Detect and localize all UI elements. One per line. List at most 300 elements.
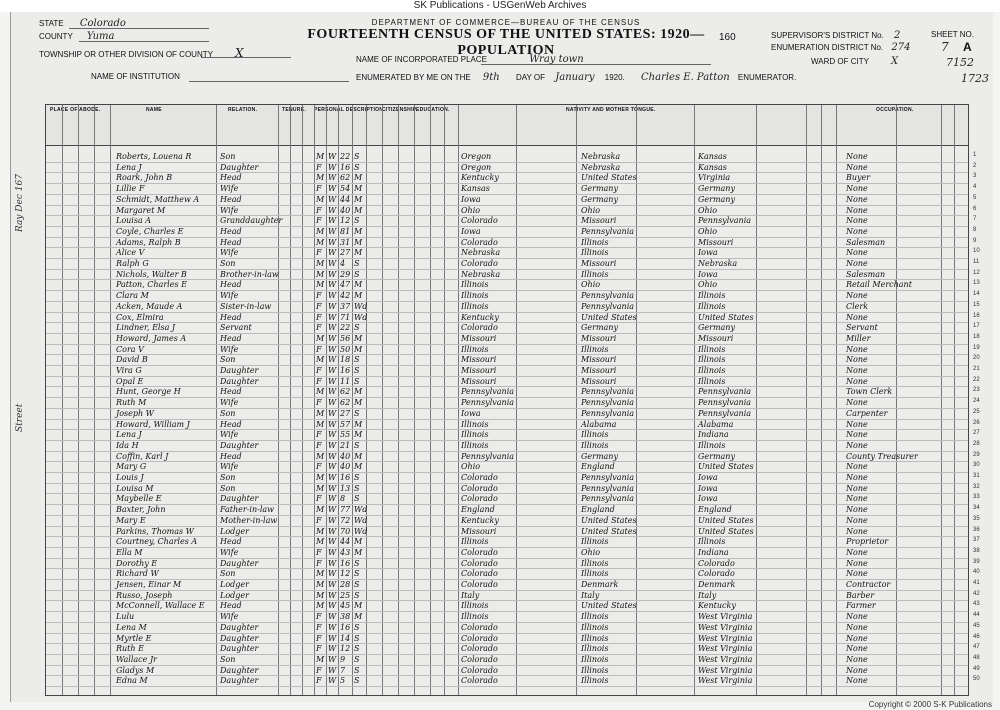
row-number: 20 [973, 355, 980, 362]
cell-age: 62 [340, 387, 351, 397]
cell-occ: None [846, 152, 868, 161]
county-label: COUNTY [39, 32, 73, 41]
table-header [46, 105, 968, 146]
cell-fbirth: England [581, 462, 615, 472]
cell-occ: None [846, 291, 868, 301]
cell-occ: Town Clerk [846, 387, 893, 397]
cell-fbirth: United States [581, 526, 637, 536]
cell-name: Joseph W [116, 408, 154, 418]
cell-age: 14 [340, 633, 351, 643]
cell-age: 28 [340, 580, 351, 589]
cell-occ: Salesman [846, 237, 886, 247]
cell-race: W [328, 515, 337, 525]
cell-fbirth: Illinois [581, 430, 609, 440]
cell-mbirth: Nebraska [698, 259, 738, 268]
cell-sex: F [316, 462, 322, 472]
cell-occ: None [846, 547, 868, 557]
cell-occ: None [846, 622, 868, 632]
page-title: FOURTEENTH CENSUS OF THE UNITED STATES: 1920—POPULATION [307, 27, 705, 58]
cell-rel: Head [220, 173, 242, 183]
cell-occ: None [846, 515, 868, 525]
cell-sex: M [316, 537, 325, 547]
cell-mbirth: Indiana [698, 430, 729, 440]
census-title-block [266, 18, 746, 59]
cell-fbirth: Illinois [581, 644, 609, 654]
cell-ms: S [354, 644, 360, 654]
cell-race: W [328, 526, 337, 536]
row-number: 30 [973, 462, 980, 469]
cell-race: W [328, 205, 337, 215]
cell-sex: M [316, 505, 325, 515]
row-number: 5 [973, 194, 977, 201]
cell-fbirth: United States [581, 173, 637, 183]
cell-occ: None [846, 558, 868, 568]
row-number: 10 [973, 248, 980, 255]
cell-mbirth: United States [698, 312, 754, 322]
cell-race: W [328, 580, 337, 589]
table-row [46, 504, 968, 515]
cell-fbirth: Illinois [581, 676, 609, 686]
cell-birth: Ohio [461, 205, 481, 215]
cell-rel: Son [220, 473, 236, 482]
cell-occ: County Treasurer [846, 451, 918, 461]
row-number: 15 [973, 301, 980, 308]
cell-ms: S [354, 676, 360, 686]
cell-name: Patton, Charles E [116, 280, 187, 290]
cell-name: Mary G [116, 462, 147, 472]
cell-sex: M [316, 194, 325, 204]
cell-name: Coffin, Karl J [116, 451, 169, 461]
row-number: 12 [973, 269, 980, 276]
row-number: 35 [973, 515, 980, 522]
cell-fbirth: Ohio [581, 280, 601, 290]
cell-sex: F [316, 216, 322, 226]
sheet-letter: A [963, 40, 972, 54]
cell-birth: Colorado [461, 216, 498, 226]
row-number: 32 [973, 483, 980, 490]
cell-mbirth: Pennsylvania [698, 408, 752, 418]
cell-race: W [328, 505, 337, 515]
cell-birth: Colorado [461, 580, 498, 589]
cell-name: Dorothy E [116, 558, 158, 568]
cell-fbirth: Pennsylvania [581, 494, 635, 504]
cell-age: 4 [340, 259, 346, 268]
cell-mbirth: Ohio [698, 280, 718, 290]
cell-birth: Illinois [461, 419, 489, 429]
cell-ms: S [354, 162, 360, 172]
cell-rel: Son [220, 569, 236, 579]
cell-rel: Head [220, 451, 242, 461]
cell-occ: None [846, 194, 868, 204]
cell-rel: Mother-in-law [220, 515, 278, 525]
cell-age: 22 [340, 152, 351, 161]
cell-ms: M [354, 205, 363, 215]
cell-name: Coyle, Charles E [116, 226, 184, 236]
cell-fbirth: Denmark [581, 580, 619, 589]
cell-mbirth: Alabama [698, 419, 734, 429]
cell-fbirth: Illinois [581, 269, 609, 279]
table-row [46, 205, 968, 216]
cell-mbirth: Kansas [698, 162, 727, 172]
cell-rel: Son [220, 408, 236, 418]
cell-race: W [328, 333, 337, 343]
cell-mbirth: Italy [698, 590, 717, 600]
cell-race: W [328, 558, 337, 568]
cell-sex: F [316, 291, 322, 301]
table-row [46, 493, 968, 504]
row-number: 8 [973, 226, 977, 233]
cell-sex: M [316, 173, 325, 183]
form-number: 160 [719, 32, 736, 43]
cell-age: 22 [340, 323, 351, 333]
cell-fbirth: Illinois [581, 248, 609, 258]
cell-age: 62 [340, 173, 351, 183]
table-row [46, 461, 968, 472]
cell-race: W [328, 408, 337, 418]
cell-fbirth: Germany [581, 323, 618, 333]
cell-sex: M [316, 387, 325, 397]
row-number: 47 [973, 644, 980, 651]
cell-mbirth: Illinois [698, 301, 726, 311]
cell-birth: Iowa [461, 226, 481, 236]
cell-race: W [328, 387, 337, 397]
cell-race: W [328, 473, 337, 482]
cell-ms: S [354, 483, 360, 493]
table-row [46, 269, 968, 280]
table-row [46, 290, 968, 301]
cell-race: W [328, 269, 337, 279]
cell-mbirth: Germany [698, 184, 735, 194]
stamp-number: 7152 [946, 56, 974, 69]
cell-mbirth: Illinois [698, 355, 726, 365]
cell-race: W [328, 216, 337, 226]
cell-race: W [328, 622, 337, 632]
cell-birth: Iowa [461, 408, 481, 418]
supervisor-row [771, 30, 900, 41]
cell-rel: Daughter [220, 494, 259, 504]
cell-fbirth: Illinois [581, 344, 609, 354]
cell-age: 70 [340, 526, 351, 536]
cell-race: W [328, 601, 337, 611]
ward-label: WARD OF CITY [811, 57, 869, 66]
cell-birth: Pennsylvania [461, 398, 515, 408]
cell-race: W [328, 590, 337, 600]
cell-occ: None [846, 344, 868, 354]
cell-fbirth: Ohio [581, 547, 601, 557]
table-row [46, 397, 968, 408]
table-row [46, 665, 968, 676]
cell-name: Lena M [116, 622, 147, 632]
cell-sex: F [316, 376, 322, 386]
cell-age: 12 [340, 569, 351, 579]
cell-ms: Wd [354, 301, 368, 311]
cell-birth: Colorado [461, 237, 498, 247]
cell-age: 21 [340, 440, 351, 450]
table-row [46, 151, 968, 162]
row-number: 18 [973, 333, 980, 340]
cell-race: W [328, 644, 337, 654]
cell-mbirth: West Virginia [698, 612, 753, 622]
cell-occ: None [846, 473, 868, 482]
cell-sex: M [316, 580, 325, 589]
cell-birth: Colorado [461, 644, 498, 654]
cell-mbirth: Ohio [698, 226, 718, 236]
cell-name: Cora V [116, 344, 144, 354]
cell-birth: Illinois [461, 301, 489, 311]
cell-age: 16 [340, 622, 351, 632]
table-row [46, 515, 968, 526]
cell-rel: Sister-in-law [220, 301, 272, 311]
cell-ms: M [354, 398, 363, 408]
enum-district-label: ENUMERATION DISTRICT No. [771, 43, 884, 52]
cell-ms: M [354, 612, 363, 622]
cell-race: W [328, 537, 337, 547]
cell-occ: None [846, 665, 868, 675]
cell-race: W [328, 440, 337, 450]
enum-district-row [771, 42, 910, 53]
cell-birth: Missouri [461, 355, 497, 365]
cell-occ: Barber [846, 590, 875, 600]
cell-name: Louisa M [116, 483, 154, 493]
col-group-occupation: OCCUPATION. [876, 107, 914, 113]
cell-name: Wallace Jr [116, 654, 157, 664]
cell-rel: Lodger [220, 590, 249, 600]
cell-sex: M [316, 259, 325, 268]
cell-ms: S [354, 366, 360, 375]
cell-sex: M [316, 590, 325, 600]
cell-fbirth: England [581, 505, 615, 515]
cell-mbirth: West Virginia [698, 654, 753, 664]
cell-fbirth: Pennsylvania [581, 473, 635, 482]
cell-age: 47 [340, 280, 351, 290]
row-number: 13 [973, 280, 980, 287]
cell-occ: Farmer [846, 601, 876, 611]
cell-occ: Buyer [846, 173, 871, 183]
row-number: 1 [973, 152, 977, 158]
cell-rel: Head [220, 601, 242, 611]
cell-occ: None [846, 312, 868, 322]
cell-race: W [328, 152, 337, 161]
cell-occ: None [846, 483, 868, 493]
cell-rel: Son [220, 259, 236, 268]
township-label: TOWNSHIP OR OTHER DIVISION OF COUNTY [39, 50, 213, 59]
cell-name: Roark, John B [116, 173, 173, 183]
cell-occ: None [846, 526, 868, 536]
row-number: 41 [973, 580, 980, 586]
cell-ms: M [354, 430, 363, 440]
cell-sex: F [316, 558, 322, 568]
table-row [46, 408, 968, 419]
cell-race: W [328, 612, 337, 622]
row-number: 29 [973, 451, 980, 458]
table-row [46, 419, 968, 430]
enumerated-day: 9th [482, 72, 500, 83]
cell-race: W [328, 194, 337, 204]
cell-rel: Daughter [220, 676, 259, 686]
cell-fbirth: United States [581, 312, 637, 322]
col-group-citizenship: CITIZENSHIP. [382, 107, 418, 113]
cell-ms: S [354, 440, 360, 450]
row-number: 46 [973, 633, 980, 640]
cell-name: Louisa A [116, 216, 152, 226]
col-group-personal: PERSONAL DESCRIPTION. [314, 107, 385, 113]
cell-birth: Colorado [461, 494, 498, 504]
cell-ms: S [354, 408, 360, 418]
cell-age: 29 [340, 269, 351, 279]
cell-rel: Son [220, 654, 236, 664]
cell-age: 77 [340, 505, 351, 515]
department-label: DEPARTMENT OF COMMERCE—BUREAU OF THE CENSUS [371, 18, 641, 27]
cell-sex: M [316, 451, 325, 461]
cell-race: W [328, 323, 337, 333]
cell-mbirth: Colorado [698, 558, 735, 568]
cell-name: Hunt, George H [116, 387, 181, 397]
row-number: 48 [973, 654, 980, 661]
row-number: 3 [973, 173, 977, 180]
cell-rel: Daughter [220, 622, 259, 632]
cell-birth: Kentucky [461, 312, 499, 322]
cell-occ: None [846, 654, 868, 664]
table-row [46, 312, 968, 323]
cell-occ: None [846, 644, 868, 654]
cell-race: W [328, 494, 337, 504]
cell-age: 57 [340, 419, 351, 429]
cell-mbirth: Missouri [698, 333, 734, 343]
state-label: STATE [39, 19, 64, 28]
table-row [46, 590, 968, 601]
cell-rel: Wife [220, 612, 239, 622]
cell-mbirth: Illinois [698, 366, 726, 375]
cell-race: W [328, 280, 337, 290]
cell-ms: M [354, 537, 363, 547]
incorporated-value: Wray town [529, 54, 584, 65]
cell-race: W [328, 173, 337, 183]
table-row [46, 579, 968, 590]
row-number: 2 [973, 162, 977, 169]
cell-rel: Servant [220, 323, 252, 333]
cell-name: Lena J [116, 430, 142, 440]
cell-rel: Granddaughter [220, 216, 283, 226]
cell-name: Margaret M [116, 205, 166, 215]
census-table [45, 104, 969, 696]
row-number: 37 [973, 537, 980, 544]
table-row [46, 333, 968, 344]
cell-mbirth: West Virginia [698, 665, 753, 675]
table-row [46, 237, 968, 248]
cell-ms: M [354, 291, 363, 301]
cell-occ: None [846, 376, 868, 386]
cell-sex: M [316, 569, 325, 579]
table-row [46, 344, 968, 355]
cell-sex: F [316, 633, 322, 643]
cell-sex: M [316, 355, 325, 365]
cell-sex: M [316, 419, 325, 429]
cell-birth: Colorado [461, 654, 498, 664]
cell-age: 27 [340, 248, 351, 258]
cell-race: W [328, 633, 337, 643]
cell-birth: Illinois [461, 440, 489, 450]
cell-ms: S [354, 323, 360, 333]
cell-sex: M [316, 333, 325, 343]
cell-rel: Daughter [220, 366, 259, 375]
cell-name: Alice V [116, 248, 145, 258]
cell-birth: Illinois [461, 612, 489, 622]
cell-sex: F [316, 430, 322, 440]
cell-birth: Illinois [461, 280, 489, 290]
row-number: 42 [973, 590, 980, 597]
table-row [46, 568, 968, 579]
cell-occ: Servant [846, 323, 878, 333]
cell-fbirth: United States [581, 601, 637, 611]
col-group-name: NAME [146, 107, 162, 113]
cell-ms: M [354, 237, 363, 247]
cell-ms: M [354, 547, 363, 557]
institution-label: NAME OF INSTITUTION [91, 72, 180, 81]
cell-name: Gladys M [116, 665, 155, 675]
cell-mbirth: Pennsylvania [698, 398, 752, 408]
cell-fbirth: Missouri [581, 376, 617, 386]
row-number: 26 [973, 419, 980, 426]
cell-rel: Daughter [220, 162, 259, 172]
cell-rel: Son [220, 355, 236, 365]
cell-ms: S [354, 152, 360, 161]
table-row [46, 633, 968, 644]
enum-district-no: 274 [891, 42, 911, 53]
cell-birth: Illinois [461, 430, 489, 440]
cell-age: 16 [340, 473, 351, 482]
cell-rel: Wife [220, 291, 239, 301]
cell-mbirth: Iowa [698, 248, 718, 258]
incorporated-label: NAME OF INCORPORATED PLACE [356, 55, 487, 64]
cell-race: W [328, 355, 337, 365]
cell-fbirth: Illinois [581, 612, 609, 622]
cell-birth: Colorado [461, 259, 498, 268]
cell-ms: M [354, 451, 363, 461]
table-row [46, 536, 968, 547]
cell-name: Jensen, Einar M [116, 580, 182, 589]
cell-fbirth: United States [581, 515, 637, 525]
row-number: 43 [973, 601, 980, 608]
cell-age: 55 [340, 430, 351, 440]
table-row [46, 215, 968, 226]
cell-age: 12 [340, 644, 351, 654]
cell-name: Edna M [116, 676, 148, 686]
cell-fbirth: Illinois [581, 569, 609, 579]
table-row [46, 183, 968, 194]
cell-name: Nichols, Walter B [116, 269, 187, 279]
cell-race: W [328, 462, 337, 472]
cell-name: Cox, Elmira [116, 312, 164, 322]
cell-name: Louis J [116, 473, 144, 482]
cell-rel: Head [220, 194, 242, 204]
cell-sex: M [316, 226, 325, 236]
cell-birth: Missouri [461, 366, 497, 375]
cell-age: 27 [340, 408, 351, 418]
cell-mbirth: United States [698, 526, 754, 536]
cell-sex: M [316, 601, 325, 611]
cell-age: 7 [340, 665, 346, 675]
cell-name: Russo, Joseph [116, 590, 173, 600]
table-row [46, 194, 968, 205]
cell-birth: Illinois [461, 291, 489, 301]
row-number: 31 [973, 473, 980, 479]
margin-note-2: Street [15, 403, 25, 432]
cell-birth: Colorado [461, 676, 498, 686]
cell-birth: Iowa [461, 194, 481, 204]
state-value: Colorado [79, 18, 126, 29]
cell-occ: Miller [846, 333, 871, 343]
cell-rel: Brother-in-law [220, 269, 279, 279]
